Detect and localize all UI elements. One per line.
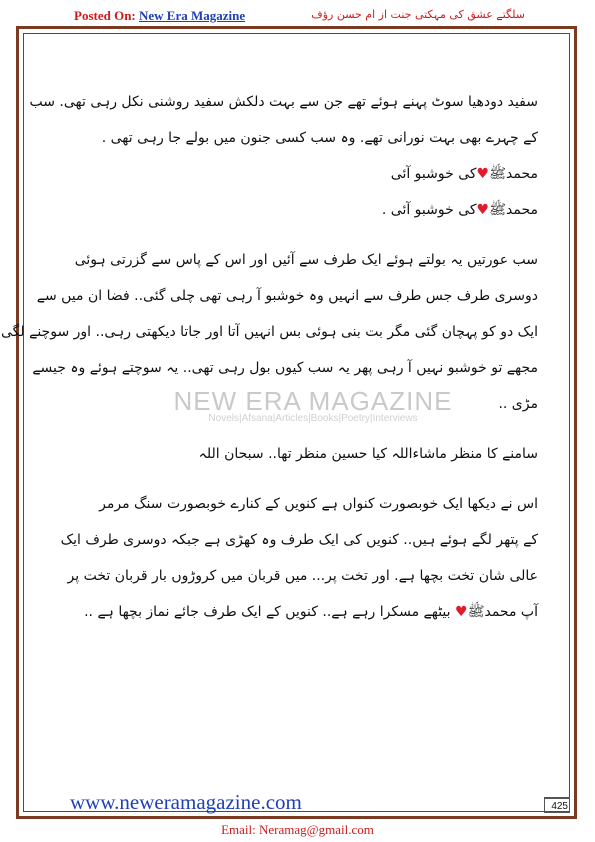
paragraph-1-line: سفید دودھیا سوٹ پہنے ہوئے تھے جن سے بہت دلکش سفید روشنی نکل رہی تھی. سب — [29, 94, 538, 110]
page-header — [0, 4, 595, 26]
watermark-title: NEW ERA MAGAZINE — [173, 386, 453, 416]
posted-on-label — [74, 8, 245, 24]
paragraph-4-last-line — [70, 594, 538, 630]
paragraph-2-line: مڑی .. — [498, 396, 538, 412]
refrain-text: کی خوشبو آئی — [390, 166, 477, 182]
paragraph-2-line: ایک دو کو پہچان گئی مگر بت بنی ہوئی بس انہیں آتا اور جاتا دیکھتی رہی.. اور سوچنے لگی — [1, 324, 538, 340]
novel-title: سلگتے عشق کی مہکتی جنت از ام حسن رؤف — [311, 8, 525, 21]
magazine-link[interactable]: New Era Magazine — [139, 8, 246, 23]
paragraph-3-line: سامنے کا منظر ماشاءاللہ کیا حسین منظر تھا.. سبحان اللہ — [198, 446, 538, 462]
story-text — [1, 84, 538, 630]
paragraph-2-line: سب عورتیں یہ بولتے ہوئے ایک طرف سے آئیں اور اس کے پاس سے گزرتی ہوئی — [74, 252, 538, 268]
paragraph-1-line: کے چہرے بھی بہت نورانی تھے. وہ سب کسی جنون میں بولے جا رہی تھی . — [101, 130, 538, 146]
heart-icon: ♥ — [455, 604, 468, 620]
page-number: 425 — [544, 797, 570, 813]
refrain-name: محمدﷺ — [489, 202, 538, 218]
refrain-text: کی خوشبو آئی . — [381, 202, 477, 218]
paragraph-2-line: دوسری طرف جس طرف سے انہیں وہ خوشبو آ رہی تھی چلی گئی.. فضا ان میں سے — [36, 288, 538, 304]
paragraph-4-line: کے پتھر لگے ہوئے ہیں.. کنویں کی ایک طرف وہ کھڑی ہے جبکہ دوسری طرف ایک — [60, 532, 538, 548]
paragraph-2-line: مجھے تو خوشبو نہیں آ رہی پھر یہ سب کیوں بول رہی تھی.. یہ سوچتے ہوئے وہ جیسے — [32, 360, 538, 376]
heart-icon: ♥ — [476, 202, 490, 218]
posted-prefix: Posted On: — [74, 8, 136, 23]
refrain-name: محمدﷺ — [489, 166, 538, 182]
paragraph-4-line: اس نے دیکھا ایک خوبصورت کنواں ہے کنویں کے کنارے خوبصورت سنگ مرمر — [99, 496, 538, 512]
watermark-subtitle: Novels|Afsana|Articles|Books|Poetry|Interviews — [208, 413, 418, 424]
heart-icon: ♥ — [476, 166, 490, 182]
refrain-line — [70, 192, 538, 228]
website-url[interactable]: www.neweramagazine.com — [70, 790, 302, 814]
footer-email: Email: Neramag@gmail.com — [221, 822, 374, 837]
last-line-start: آپ محمدﷺ — [467, 604, 538, 620]
refrain-line — [70, 156, 538, 192]
last-line-rest: بیٹھے مسکرا رہے ہے.. کنویں کے ایک طرف جائے نماز بچھا ہے .. — [84, 604, 451, 620]
paragraph-4-line: عالی شان تخت بچھا ہے. اور تخت پر... میں قربان میں کروڑوں بار قربان تخت پر — [67, 568, 538, 584]
